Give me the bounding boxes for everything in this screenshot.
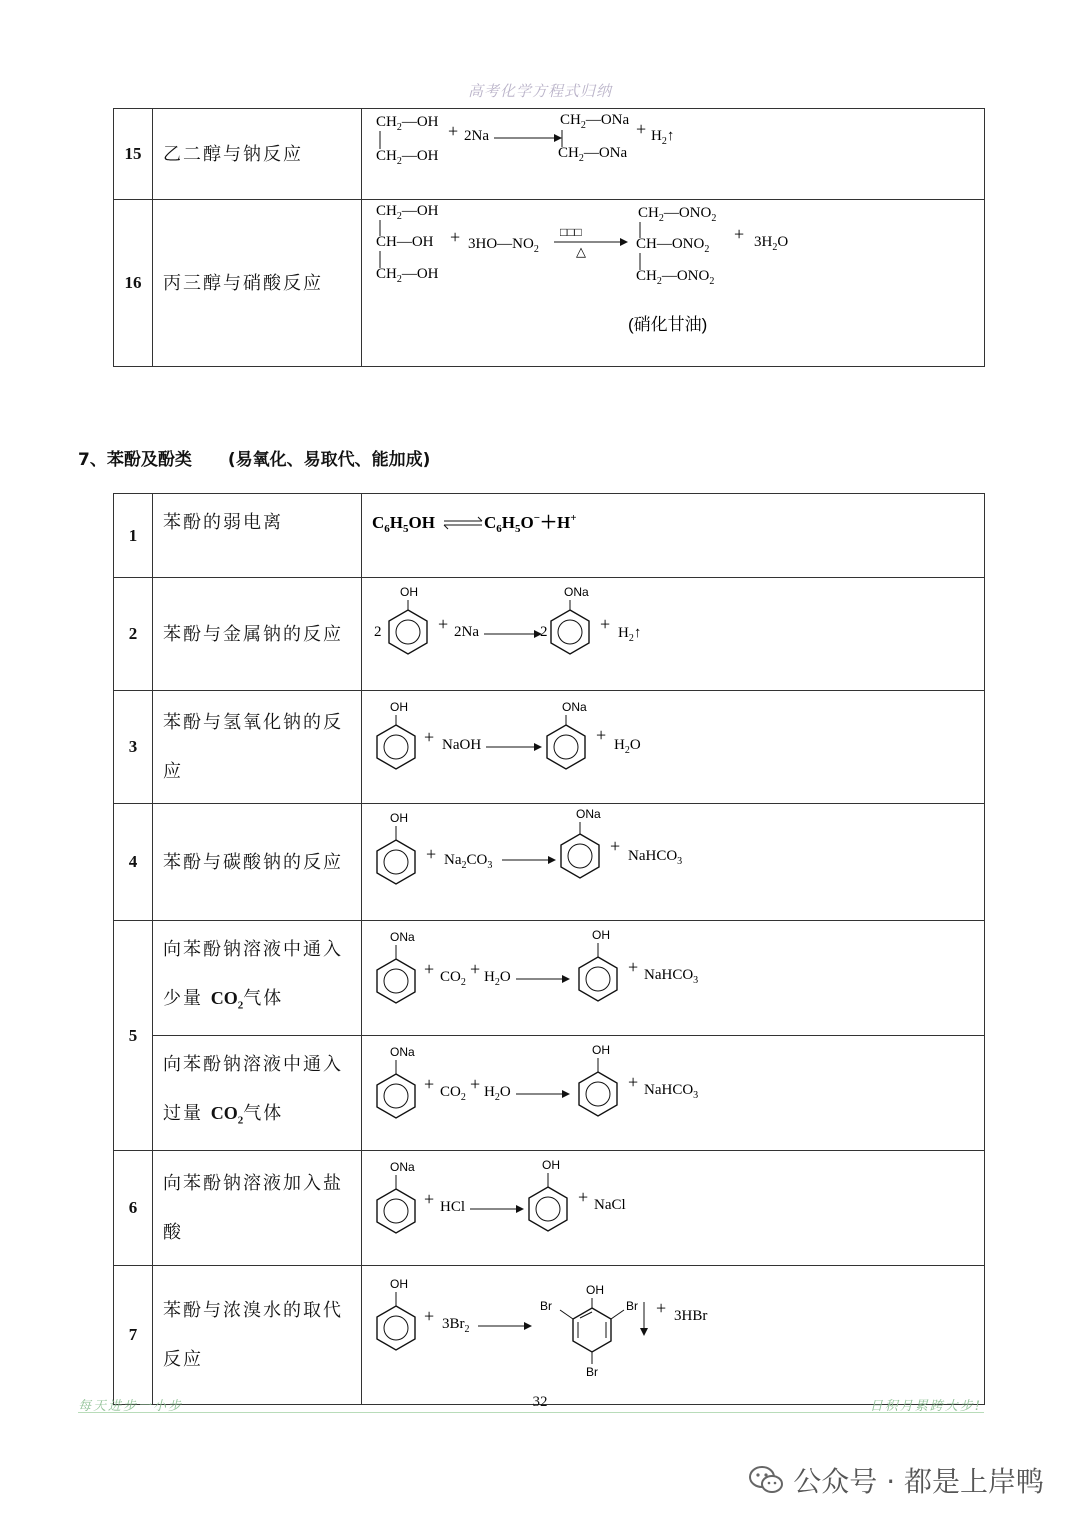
svg-text:OH: OH bbox=[400, 585, 418, 599]
footer-left: 每天进步一小步 bbox=[78, 1399, 184, 1414]
svg-text:CO2: $CO_2$ bbox=[440, 1084, 466, 1103]
svg-text:+: + bbox=[424, 1306, 435, 1326]
svg-text:+: + bbox=[734, 224, 745, 244]
svg-text:CH2—ONO2: $CH_2—ONO_2$ bbox=[636, 268, 715, 287]
watermark-text: 公众号 · 都是上岸鸭 bbox=[793, 1465, 1044, 1498]
svg-text:CH2—ONO2: $CH_2—ONO_2$ bbox=[638, 205, 717, 224]
svg-text:+: + bbox=[426, 844, 437, 864]
svg-text:CH—ONO2: $CH—ONO_2$ bbox=[636, 236, 710, 255]
ethylene-glycol-sodium-equation bbox=[362, 109, 984, 195]
reaction-name-text: 向苯酚钠溶液中通入少量 bbox=[163, 939, 343, 1010]
reaction-equation bbox=[362, 1266, 985, 1405]
phenol-naoh-equation bbox=[362, 691, 984, 799]
table-row bbox=[114, 200, 985, 367]
svg-text:3HBr: 3HBr bbox=[674, 1308, 708, 1324]
svg-text:OH: OH bbox=[390, 700, 408, 714]
reaction-condition: □□□ bbox=[560, 225, 582, 239]
reaction-name: 丙三醇与硝酸反应 bbox=[153, 200, 362, 367]
reaction-equation bbox=[362, 921, 985, 1036]
svg-text:Br: Br bbox=[540, 1299, 552, 1313]
reaction-name-text: 向苯酚钠溶液中通入过量 bbox=[163, 1054, 343, 1125]
svg-text:H2O: $H_2O$ bbox=[484, 969, 511, 988]
svg-text:△: △ bbox=[576, 244, 586, 259]
reaction-equation bbox=[362, 578, 985, 691]
svg-text:OH: OH bbox=[592, 1043, 610, 1057]
svg-text:NaHCO3: NaHCO$_3$ bbox=[644, 967, 699, 986]
footer-right: 日积月累跨大步! bbox=[869, 1399, 982, 1414]
svg-text:OH: OH bbox=[586, 1283, 604, 1297]
row-number: 3 bbox=[114, 691, 153, 804]
table-row bbox=[114, 691, 985, 804]
svg-text:CH2—OH: $CH_2—OH$ bbox=[376, 148, 439, 167]
svg-text:OH: OH bbox=[390, 1277, 408, 1291]
svg-text:+: + bbox=[578, 1187, 589, 1207]
svg-text:CH2—ONa: $CH_2—ONa$ bbox=[558, 145, 628, 164]
row-number: 1 bbox=[114, 494, 153, 578]
table-row bbox=[114, 1151, 985, 1266]
svg-text:ONa: ONa bbox=[576, 807, 601, 821]
page-number: 32 bbox=[532, 1394, 548, 1410]
footer-divider bbox=[78, 1412, 984, 1413]
svg-text:ONa: ONa bbox=[390, 930, 415, 944]
svg-text:+: + bbox=[424, 1189, 435, 1209]
reaction-name bbox=[153, 1036, 362, 1151]
svg-text:2: 2 bbox=[374, 624, 382, 640]
reaction-name: 苯酚与浓溴水的取代反应 bbox=[153, 1266, 362, 1405]
svg-text:2Na: 2Na bbox=[454, 624, 479, 640]
reaction-name: 乙二醇与钠反应 bbox=[153, 109, 362, 200]
svg-text:C6H5OH: $C_6H_5OH$ bbox=[372, 513, 435, 535]
svg-text:+: + bbox=[448, 121, 459, 141]
table-row bbox=[114, 1266, 985, 1405]
table-row bbox=[114, 578, 985, 691]
phenol-ionization-equation bbox=[362, 494, 984, 573]
row-number: 5 bbox=[114, 921, 153, 1151]
svg-text:+: + bbox=[596, 725, 607, 745]
svg-text:CH2—OH: $CH_2—OH$ bbox=[376, 266, 439, 285]
svg-text:+: + bbox=[424, 727, 435, 747]
table-row bbox=[114, 1036, 985, 1151]
svg-text:H2O: $H_2O$ bbox=[614, 737, 641, 756]
svg-text:CH2—OH: $CH_2—OH$ bbox=[376, 114, 439, 133]
gas-subscript: 2 bbox=[237, 999, 244, 1012]
table-row bbox=[114, 109, 985, 200]
svg-text:OH: OH bbox=[542, 1158, 560, 1172]
phenoxide-co2-excess-equation bbox=[362, 1036, 984, 1146]
svg-text:Na2CO3: $Na_2CO_3$ bbox=[444, 852, 493, 871]
watermark bbox=[749, 1460, 1044, 1500]
table-row bbox=[114, 921, 985, 1036]
reaction-table-top bbox=[113, 108, 985, 367]
svg-text:CH—OH: CH—OH bbox=[376, 234, 434, 250]
svg-text:+: + bbox=[656, 1298, 667, 1318]
svg-text:+: + bbox=[424, 959, 435, 979]
phenol-sodium-equation bbox=[362, 578, 984, 686]
page-header: 高考化学方程式归纳 bbox=[467, 82, 612, 100]
svg-text:OH: OH bbox=[592, 928, 610, 942]
gas-suffix: 气体 bbox=[243, 988, 284, 1010]
row-number: 2 bbox=[114, 578, 153, 691]
product-label: (硝化甘油) bbox=[628, 315, 708, 334]
svg-text:Br: Br bbox=[626, 1299, 638, 1313]
reaction-equation bbox=[362, 1151, 985, 1266]
section-heading: 7、苯酚及酚类 bbox=[78, 450, 192, 470]
row-number: 4 bbox=[114, 804, 153, 921]
svg-text:3HO—NO2: $3HO—NO_2$ bbox=[468, 236, 539, 255]
svg-text:H2↑: $H_2↑$ bbox=[651, 128, 675, 147]
svg-text:NaHCO3: NaHCO$_3$ bbox=[644, 1082, 699, 1101]
svg-text:+: + bbox=[600, 614, 611, 634]
reaction-equation bbox=[362, 200, 985, 367]
svg-text:ONa: ONa bbox=[564, 585, 589, 599]
gas-suffix: 气体 bbox=[243, 1103, 284, 1125]
svg-text:Br: Br bbox=[586, 1365, 598, 1379]
table-row bbox=[114, 494, 985, 578]
reaction-name: 苯酚与碳酸钠的反应 bbox=[153, 804, 362, 921]
svg-text:H2↑: $H_2↑$ bbox=[618, 625, 642, 644]
svg-text:3H2O: $3H_2O$ bbox=[754, 234, 789, 253]
svg-text:OH: OH bbox=[390, 811, 408, 825]
gas-formula: CO bbox=[210, 1103, 238, 1124]
reaction-equation bbox=[362, 804, 985, 921]
svg-text:ONa: ONa bbox=[562, 700, 587, 714]
phenoxide-hcl-equation bbox=[362, 1151, 984, 1261]
svg-text:+: + bbox=[424, 1074, 435, 1094]
reaction-name: 苯酚的弱电离 bbox=[153, 494, 362, 578]
svg-text:CH2—OH: $CH_2—OH$ bbox=[376, 203, 439, 222]
reaction-name: 苯酚与氢氧化钠的反应 bbox=[153, 691, 362, 804]
reaction-name: 苯酚与金属钠的反应 bbox=[153, 578, 362, 691]
reaction-table-phenol bbox=[113, 493, 985, 1405]
svg-text:+: + bbox=[610, 836, 621, 856]
svg-text:NaHCO3: NaHCO$_3$ bbox=[628, 848, 683, 867]
svg-text:ONa: ONa bbox=[390, 1160, 415, 1174]
row-number: 7 bbox=[114, 1266, 153, 1405]
svg-text:NaCl: NaCl bbox=[594, 1197, 626, 1213]
section-title bbox=[78, 445, 430, 470]
svg-text:+: + bbox=[628, 957, 639, 977]
reaction-equation bbox=[362, 494, 985, 578]
gas-subscript: 2 bbox=[237, 1114, 244, 1127]
phenoxide-co2-small-equation bbox=[362, 921, 984, 1031]
glycerol-nitration-equation bbox=[362, 200, 984, 362]
svg-text:CO2: $CO_2$ bbox=[440, 969, 466, 988]
phenol-bromination-equation bbox=[362, 1266, 984, 1400]
row-number: 15 bbox=[114, 109, 153, 200]
svg-text:HCl: HCl bbox=[440, 1199, 466, 1215]
gas-formula: CO bbox=[210, 988, 238, 1009]
wechat-icon bbox=[749, 1465, 783, 1495]
svg-text:+: + bbox=[470, 959, 481, 979]
svg-text:2: 2 bbox=[540, 624, 548, 640]
svg-text:H2O: $H_2O$ bbox=[484, 1084, 511, 1103]
reaction-equation bbox=[362, 691, 985, 804]
svg-text:+: + bbox=[636, 119, 647, 139]
svg-text:NaOH: NaOH bbox=[442, 737, 482, 753]
svg-text:+: + bbox=[628, 1072, 639, 1092]
svg-text:C6H5O−＋H+: $C_6H_5O^-+H^+$ bbox=[484, 512, 577, 535]
section-note: (易氧化、易取代、能加成) bbox=[227, 450, 431, 470]
table-row bbox=[114, 804, 985, 921]
svg-text:+: + bbox=[470, 1074, 481, 1094]
svg-text:CH2—ONa: $CH_2—ONa$ bbox=[560, 112, 630, 131]
row-number: 6 bbox=[114, 1151, 153, 1266]
reaction-equation bbox=[362, 1036, 985, 1151]
reaction-name bbox=[153, 921, 362, 1036]
svg-text:2Na: 2Na bbox=[464, 128, 489, 144]
reaction-equation bbox=[362, 109, 985, 200]
svg-text:3Br2: $3Br_2$ bbox=[442, 1316, 470, 1335]
svg-text:+: + bbox=[450, 227, 461, 247]
row-number: 16 bbox=[114, 200, 153, 367]
phenol-carbonate-equation bbox=[362, 804, 984, 916]
reaction-name: 向苯酚钠溶液加入盐酸 bbox=[153, 1151, 362, 1266]
svg-text:ONa: ONa bbox=[390, 1045, 415, 1059]
svg-text:+: + bbox=[438, 614, 449, 634]
